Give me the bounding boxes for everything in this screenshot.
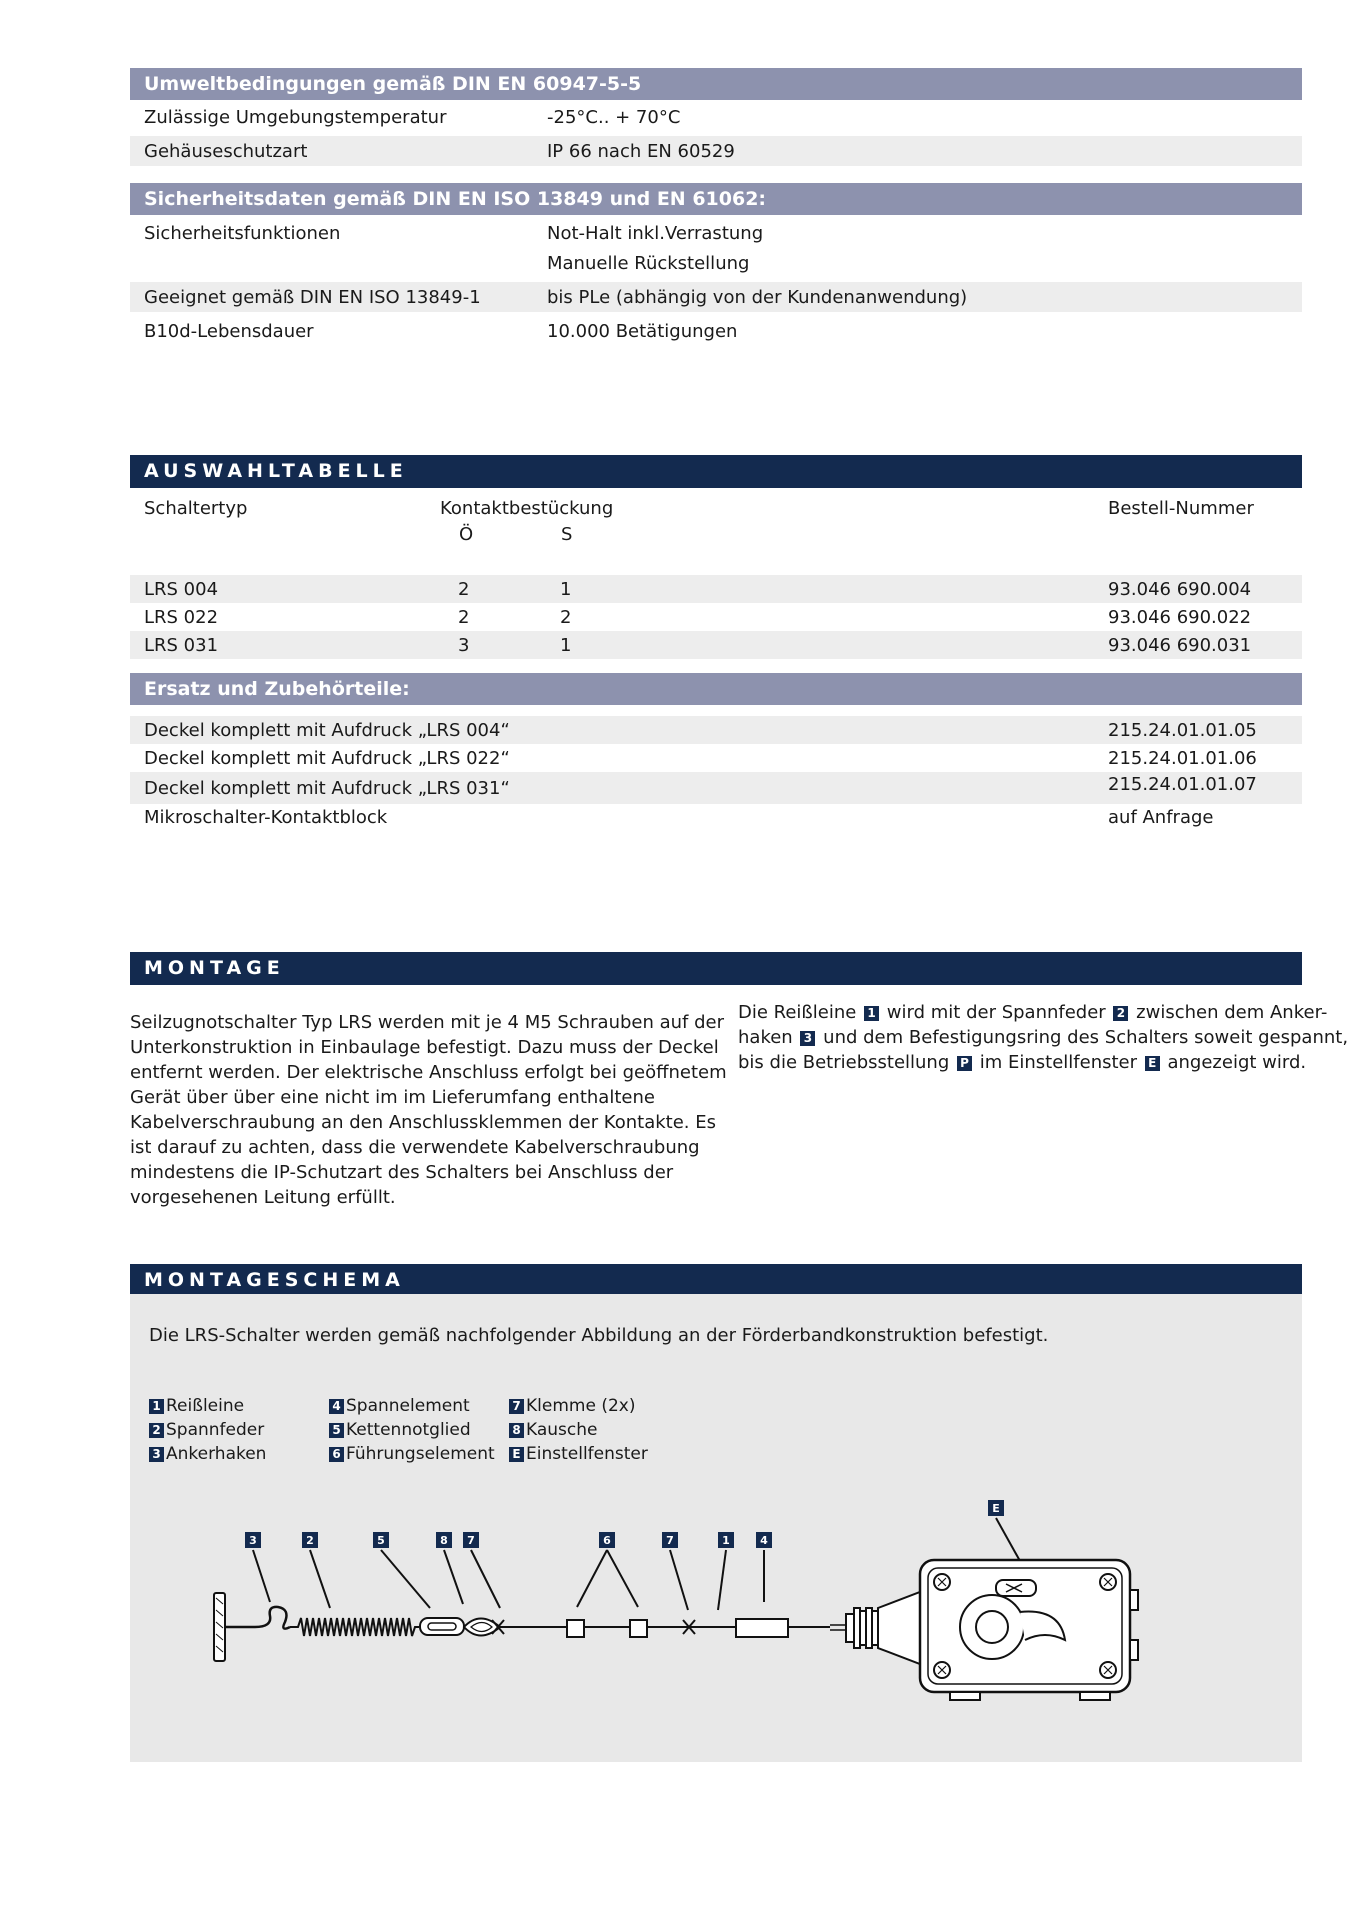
switch-coupling xyxy=(846,1592,920,1664)
setting-window xyxy=(996,1580,1036,1596)
text-line: Seilzugnotschalter Typ LRS werden mit je 4 M5 Schrauben auf der xyxy=(130,1012,724,1033)
text-line: Kabelverschraubung an den Anschlussklemmen der Kontakte. Es xyxy=(130,1112,716,1133)
ref-badge: E xyxy=(1145,1056,1160,1071)
table-row xyxy=(130,575,1302,603)
legend-label: Ankerhaken xyxy=(166,1444,267,1464)
text-fragment: angezeigt wird. xyxy=(1167,1052,1307,1073)
switch-housing xyxy=(920,1560,1138,1700)
legend-key: 4 xyxy=(329,1399,344,1414)
montage-diagram xyxy=(130,1490,1302,1750)
cell-o: 2 xyxy=(458,607,470,628)
cell-typ: LRS 004 xyxy=(144,579,219,600)
legend-col-2 xyxy=(327,1394,495,1466)
text-line: vorgesehenen Leitung erfüllt. xyxy=(130,1187,396,1208)
callout-label: 7 xyxy=(467,1534,475,1547)
ersatz-label: Deckel komplett mit Aufdruck „LRS 004“ xyxy=(144,720,510,741)
table-row xyxy=(130,282,1302,312)
row-value: 10.000 Betätigungen xyxy=(547,321,738,342)
callout-label: 3 xyxy=(249,1534,257,1547)
chain-link xyxy=(420,1618,464,1635)
schema-intro: Die LRS-Schalter werden gemäß nachfolgender Abbildung an der Förderbandkonstruktion befestigt. xyxy=(149,1325,1049,1346)
ref-badge: 2 xyxy=(1113,1006,1128,1021)
ersatz-label: Deckel komplett mit Aufdruck „LRS 031“ xyxy=(144,778,510,799)
cell-typ: LRS 031 xyxy=(144,635,219,656)
text-fragment: zwischen dem Anker- xyxy=(1136,1002,1328,1023)
legend-item xyxy=(327,1442,495,1466)
table-row xyxy=(130,631,1302,659)
cell-nr: 93.046 690.022 xyxy=(1108,607,1252,628)
legend-label: Kausche xyxy=(526,1420,598,1440)
cell-typ: LRS 022 xyxy=(144,607,219,628)
legend-label: Einstellfenster xyxy=(526,1444,648,1464)
legend-key: 8 xyxy=(509,1423,524,1438)
text-line xyxy=(738,1000,1328,1025)
table-row xyxy=(130,716,1302,744)
table-row xyxy=(130,744,1302,772)
col-header-kontakt: Kontaktbestückung xyxy=(440,498,614,519)
guide-element xyxy=(630,1620,647,1637)
cell-nr: 93.046 690.031 xyxy=(1108,635,1252,656)
cell-o: 3 xyxy=(458,635,470,656)
callout-label: 2 xyxy=(306,1534,314,1547)
ersatz-nr: auf Anfrage xyxy=(1108,807,1214,828)
text-line xyxy=(738,1025,1349,1050)
row-value: Not-Halt inkl.Verrastung xyxy=(547,223,764,244)
legend-item xyxy=(147,1394,266,1418)
col-header-s: S xyxy=(561,524,573,545)
text-line: Gerät über über eine nicht im im Lieferumfang enthaltene xyxy=(130,1087,655,1108)
row-label: Geeignet gemäß DIN EN ISO 13849-1 xyxy=(144,287,481,308)
legend-item xyxy=(147,1418,266,1442)
legend-key: E xyxy=(509,1447,524,1462)
row-value: IP 66 nach EN 60529 xyxy=(547,141,735,162)
ref-badge: 3 xyxy=(800,1031,815,1046)
legend-label: Spannelement xyxy=(346,1396,470,1416)
col-header-bestell: Bestell-Nummer xyxy=(1108,498,1254,519)
row-label: Zulässige Umgebungstemperatur xyxy=(144,107,447,128)
callout-label: 7 xyxy=(666,1534,674,1547)
row-value-2: Manuelle Rückstellung xyxy=(547,253,750,274)
thimble xyxy=(464,1619,500,1636)
ersatz-label: Deckel komplett mit Aufdruck „LRS 022“ xyxy=(144,748,510,769)
ref-badge: 1 xyxy=(864,1006,879,1021)
tension-spring xyxy=(290,1618,419,1636)
text-fragment: und dem Befestigungsring des Schalters soweit gespannt, xyxy=(823,1027,1349,1048)
montage-text-right xyxy=(738,1000,1349,1075)
text-line xyxy=(738,1050,1307,1075)
legend-item xyxy=(507,1394,648,1418)
ersatz-label: Mikroschalter-Kontaktblock xyxy=(144,807,388,828)
montage-header: MONTAGE xyxy=(130,952,1302,985)
text-fragment: bis die Betriebsstellung xyxy=(738,1052,950,1073)
table-row xyxy=(130,218,1302,278)
legend-key: 2 xyxy=(149,1423,164,1438)
tension-element xyxy=(736,1619,788,1637)
legend-item xyxy=(507,1418,648,1442)
text-fragment: im Einstellfenster xyxy=(979,1052,1138,1073)
legend-item xyxy=(147,1442,266,1466)
legend-key: 5 xyxy=(329,1423,344,1438)
callout-label: 8 xyxy=(440,1534,448,1547)
cell-s: 1 xyxy=(560,635,572,656)
text-line: Unterkonstruktion in Einbaulage befestigt. Dazu muss der Deckel xyxy=(130,1037,719,1058)
cell-s: 1 xyxy=(560,579,572,600)
cell-nr: 93.046 690.004 xyxy=(1108,579,1252,600)
cell-s: 2 xyxy=(560,607,572,628)
auswahl-header: AUSWAHLTABELLE xyxy=(130,455,1302,488)
legend-item xyxy=(507,1442,648,1466)
legend-key: 7 xyxy=(509,1399,524,1414)
callout-label: 4 xyxy=(760,1534,768,1547)
montage-text-left xyxy=(130,1010,727,1210)
row-label: B10d-Lebensdauer xyxy=(144,321,314,342)
legend-label: Reißleine xyxy=(166,1396,245,1416)
ersatz-nr: 215.24.01.01.06 xyxy=(1108,748,1257,769)
anchor-hook xyxy=(225,1607,290,1629)
ersatz-nr: 215.24.01.01.05 xyxy=(1108,720,1257,741)
callout-label: E xyxy=(992,1502,1000,1515)
text-line: mindestens die IP-Schutzart des Schalters bei Anschluss der xyxy=(130,1162,674,1183)
callout-label: 1 xyxy=(722,1534,730,1547)
sicherheit-header: Sicherheitsdaten gemäß DIN EN ISO 13849 und EN 61062: xyxy=(130,183,1302,215)
table-row xyxy=(130,102,1302,132)
col-header-o: Ö xyxy=(459,524,474,545)
guide-element xyxy=(567,1620,584,1637)
text-fragment: haken xyxy=(738,1027,793,1048)
table-row xyxy=(130,603,1302,631)
row-label: Gehäuseschutzart xyxy=(144,141,308,162)
legend-col-1 xyxy=(147,1394,266,1466)
row-value: bis PLe (abhängig von der Kundenanwendung) xyxy=(547,287,968,308)
legend-label: Spannfeder xyxy=(166,1420,265,1440)
callout-label: 6 xyxy=(603,1534,611,1547)
legend-key: 6 xyxy=(329,1447,344,1462)
legend-item xyxy=(327,1418,495,1442)
schema-header: MONTAGESCHEMA xyxy=(130,1264,1302,1297)
text-line: ist darauf zu achten, dass die verwendete Kabelverschraubung xyxy=(130,1137,700,1158)
row-label: Sicherheitsfunktionen xyxy=(144,223,341,244)
callout-label: 5 xyxy=(377,1534,385,1547)
ref-badge: P xyxy=(957,1056,972,1071)
legend-col-3 xyxy=(507,1394,648,1466)
table-row xyxy=(130,804,1302,834)
legend-key: 1 xyxy=(149,1399,164,1414)
umwelt-header: Umweltbedingungen gemäß DIN EN 60947-5-5 xyxy=(130,68,1302,100)
ersatz-nr: 215.24.01.01.07 xyxy=(1108,774,1257,795)
legend-label: Führungselement xyxy=(346,1444,495,1464)
row-value: -25°C.. + 70°C xyxy=(547,107,681,128)
col-header-schaltertyp: Schaltertyp xyxy=(144,498,248,519)
legend-item xyxy=(327,1394,495,1418)
text-fragment: Die Reißleine xyxy=(738,1002,857,1023)
legend-label: Kettennotglied xyxy=(346,1420,471,1440)
cell-o: 2 xyxy=(458,579,470,600)
ersatz-header: Ersatz und Zubehörteile: xyxy=(130,673,1302,705)
table-row xyxy=(130,136,1302,166)
table-row xyxy=(130,772,1302,804)
anchor-plate xyxy=(214,1593,225,1661)
legend-key: 3 xyxy=(149,1447,164,1462)
table-row xyxy=(130,316,1302,346)
legend-label: Klemme (2x) xyxy=(526,1396,636,1416)
text-line: entfernt werden. Der elektrische Anschluss erfolgt bei geöffnetem xyxy=(130,1062,727,1083)
text-fragment: wird mit der Spannfeder xyxy=(886,1002,1106,1023)
